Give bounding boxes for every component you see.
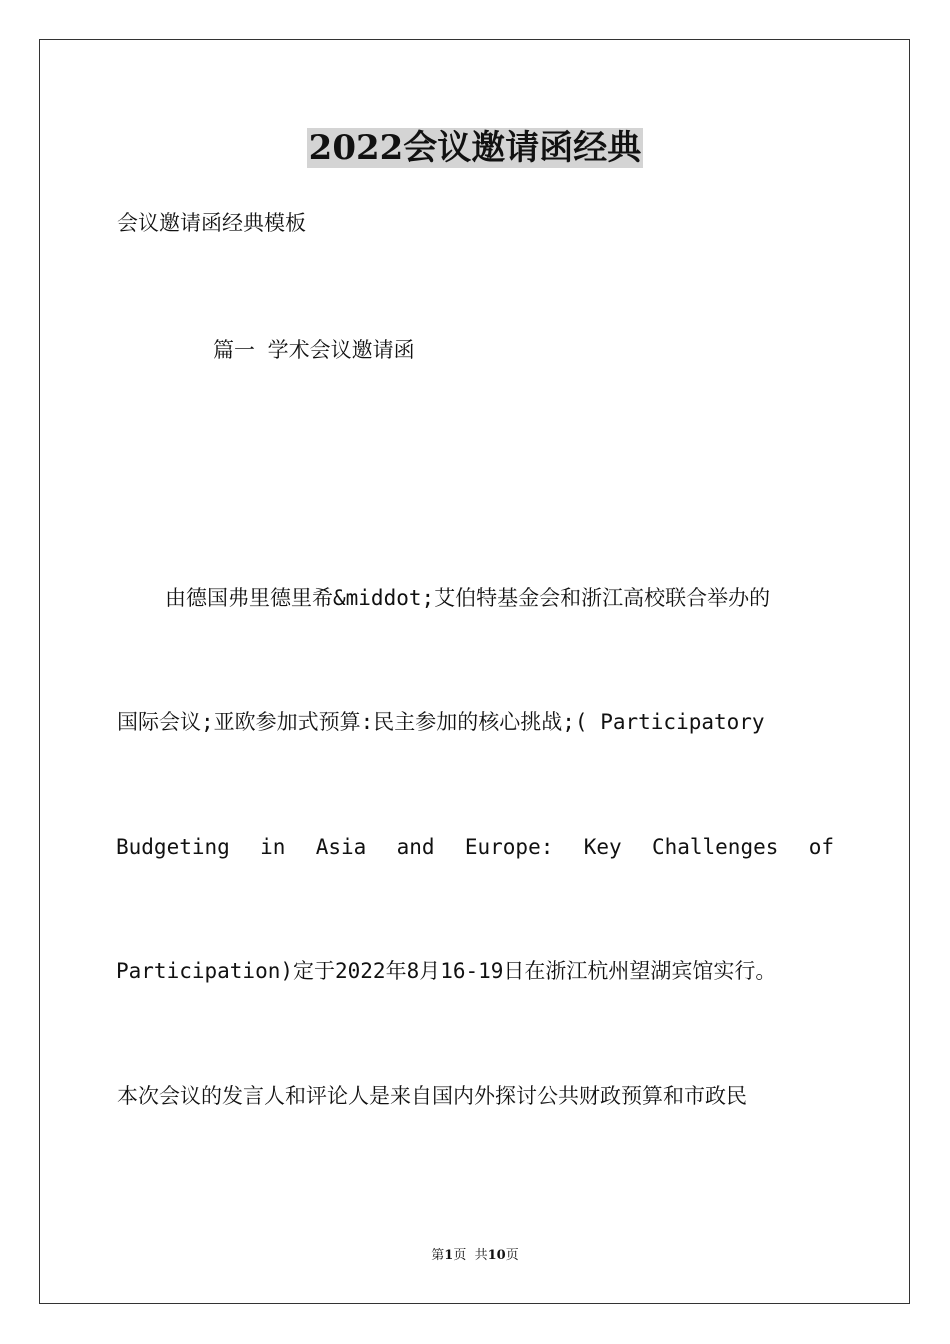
paragraph-line-5: 本次会议的发言人和评论人是来自国内外探讨公共财政预算和市政民 <box>117 1084 747 1108</box>
footer-page-number: 1 <box>444 1248 454 1263</box>
word: Key <box>583 835 622 859</box>
page-footer <box>0 1247 950 1265</box>
footer-suffix: 页 <box>505 1248 519 1263</box>
word: Europe: <box>464 835 554 859</box>
section-heading: 篇一 学术会议邀请函 <box>213 338 415 362</box>
word: Challenges <box>651 835 779 859</box>
word: in <box>260 835 286 859</box>
word: Budgeting <box>116 835 230 859</box>
paragraph-line-2: 国际会议;亚欧参加式预算:民主参加的核心挑战;( Participatory <box>117 710 765 734</box>
word: of <box>808 835 834 859</box>
footer-mid: 页 共 <box>453 1248 488 1263</box>
footer-total-pages: 10 <box>487 1248 506 1263</box>
document-title-text: 2022会议邀请函经典 <box>308 128 642 168</box>
footer-prefix: 第 <box>431 1248 445 1263</box>
document-subtitle: 会议邀请函经典模板 <box>117 211 306 235</box>
word: Asia <box>315 835 367 859</box>
paragraph-line-4: Participation)定于2022年8月16-19日在浙江杭州望湖宾馆实行。 <box>116 959 777 983</box>
word: and <box>396 835 435 859</box>
paragraph-line-3 <box>116 832 834 862</box>
document-title <box>0 124 950 172</box>
paragraph-line-1: 由德国弗里德里希&middot;艾伯特基金会和浙江高校联合举办的 <box>165 586 771 610</box>
